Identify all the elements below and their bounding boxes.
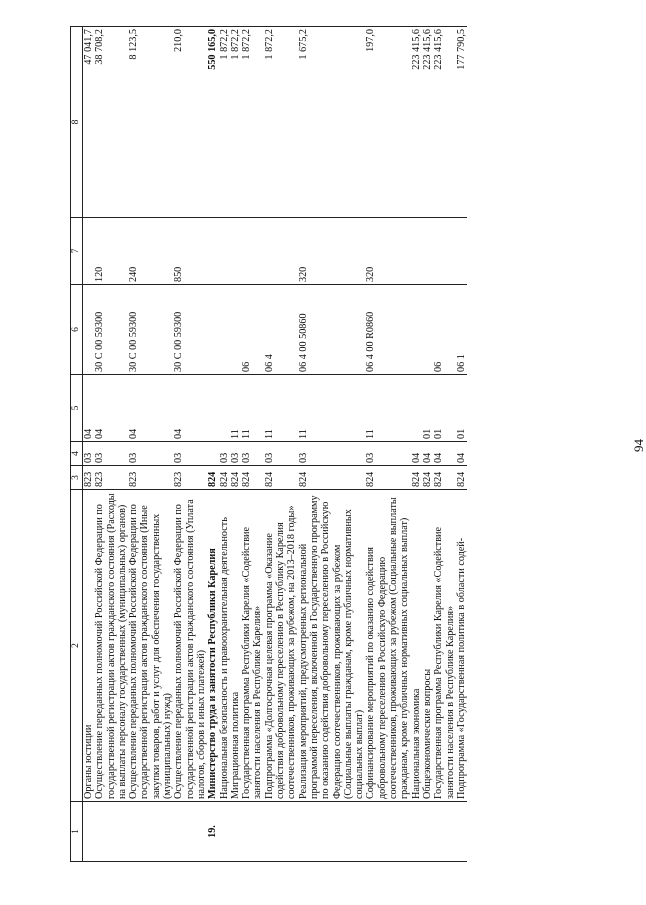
subsection-code-cell: 01 xyxy=(422,375,433,442)
row-number-cell xyxy=(264,802,298,862)
item-name-cell: Осуществление переданных полномочий Российской Федерации по государственной регистрации актов гражданского состояния (Расходы на выплаты персоналу государственных (муниципальных) органов) xyxy=(94,490,128,802)
target-article-cell xyxy=(219,285,230,375)
expense-type-cell xyxy=(422,218,433,285)
header-cell-1: 1 xyxy=(71,802,83,862)
table-row xyxy=(365,27,410,862)
row-number-cell xyxy=(422,802,433,862)
header-cell-5: 5 xyxy=(71,375,83,442)
amount-cell: 8 123,5 xyxy=(128,27,173,218)
expense-type-cell xyxy=(411,218,422,285)
table-row xyxy=(264,27,298,862)
item-name-cell: Подпрограмма «Государственная политика в области содей- xyxy=(456,490,467,802)
department-code-cell: 823 xyxy=(128,466,173,490)
table-row xyxy=(456,27,467,862)
item-name-cell: Миграционная политика xyxy=(230,490,241,802)
section-code-cell: 03 xyxy=(264,442,298,466)
item-name-cell: Национальная экономика xyxy=(411,490,422,802)
target-article-cell xyxy=(411,285,422,375)
department-code-cell: 824 xyxy=(365,466,410,490)
amount-cell: 1 675,2 xyxy=(298,27,366,218)
target-article-cell: 30 С 00 59300 xyxy=(173,285,207,375)
rotated-table-wrapper xyxy=(70,27,570,862)
header-cell-3: 3 xyxy=(71,466,83,490)
subsection-code-cell: 11 xyxy=(264,375,298,442)
item-name-cell: Реализация мероприятий, предусмотренных региональной программой переселения, включенной в Государственную программу по оказанию содействия добровольному переселению в Российскую Федерацию соотечественников, проживающих за рубежом (Социальные выплаты гражданам, кроме публичных нормативных социальных выплат) xyxy=(298,490,366,802)
department-code-cell: 824 xyxy=(411,466,422,490)
row-number-cell xyxy=(365,802,410,862)
target-article-cell: 06 xyxy=(241,285,264,375)
table-row xyxy=(207,27,218,862)
header-cell-6: 6 xyxy=(71,285,83,375)
subsection-code-cell: 04 xyxy=(94,375,128,442)
section-code-cell: 04 xyxy=(433,442,456,466)
table-header-row xyxy=(71,27,83,862)
row-number-cell xyxy=(456,802,467,862)
row-number-cell xyxy=(219,802,230,862)
header-cell-2: 2 xyxy=(71,490,83,802)
item-name-cell: Национальная безопасность и правоохранительная деятельность xyxy=(219,490,230,802)
table-row xyxy=(230,27,241,862)
row-number-cell xyxy=(433,802,456,862)
department-code-cell: 824 xyxy=(219,466,230,490)
expense-type-cell xyxy=(207,218,218,285)
department-code-cell: 824 xyxy=(241,466,264,490)
table-row xyxy=(173,27,207,862)
table-row xyxy=(433,27,456,862)
expense-type-cell: 320 xyxy=(365,218,410,285)
amount-cell: 1 872,2 xyxy=(230,27,241,218)
section-code-cell: 03 xyxy=(241,442,264,466)
table-row xyxy=(241,27,264,862)
expense-type-cell xyxy=(264,218,298,285)
item-name-cell: Органы юстиции xyxy=(83,490,95,802)
section-code-cell: 03 xyxy=(173,442,207,466)
row-number-cell: 19. xyxy=(207,802,218,862)
department-code-cell: 823 xyxy=(94,466,128,490)
target-article-cell xyxy=(230,285,241,375)
target-article-cell xyxy=(207,285,218,375)
target-article-cell: 06 4 xyxy=(264,285,298,375)
section-code-cell: 04 xyxy=(422,442,433,466)
row-number-cell xyxy=(241,802,264,862)
row-number-cell xyxy=(411,802,422,862)
header-cell-4: 4 xyxy=(71,442,83,466)
expense-type-cell xyxy=(456,218,467,285)
subsection-code-cell: 11 xyxy=(298,375,366,442)
subsection-code-cell: 04 xyxy=(128,375,173,442)
section-code-cell: 03 xyxy=(230,442,241,466)
row-number-cell xyxy=(83,802,95,862)
section-code-cell xyxy=(207,442,218,466)
row-number-cell xyxy=(230,802,241,862)
expense-type-cell xyxy=(241,218,264,285)
item-name-cell: Осуществление переданных полномочий Российской Федерации по государственной регистрации актов гражданского состояния (Уплата налогов, сборов и иных платежей) xyxy=(173,490,207,802)
subsection-code-cell xyxy=(207,375,218,442)
department-code-cell: 823 xyxy=(173,466,207,490)
amount-cell: 1 872,2 xyxy=(241,27,264,218)
department-code-cell: 824 xyxy=(433,466,456,490)
expense-type-cell xyxy=(219,218,230,285)
amount-cell: 1 872,2 xyxy=(219,27,230,218)
amount-cell: 197,0 xyxy=(365,27,410,218)
expense-type-cell: 240 xyxy=(128,218,173,285)
table-row xyxy=(298,27,366,862)
subsection-code-cell: 01 xyxy=(433,375,456,442)
table-row xyxy=(128,27,173,862)
table-row xyxy=(411,27,422,862)
target-article-cell: 06 xyxy=(433,285,456,375)
header-cell-8: 8 xyxy=(71,27,83,218)
department-code-cell: 823 xyxy=(83,466,95,490)
subsection-code-cell: 04 xyxy=(83,375,95,442)
row-number-cell xyxy=(128,802,173,862)
section-code-cell: 03 xyxy=(365,442,410,466)
department-code-cell: 824 xyxy=(264,466,298,490)
item-name-cell: Государственная программа Республики Карелия «Содействие занятости населения в Республике Карелия» xyxy=(433,490,456,802)
expense-type-cell: 120 xyxy=(94,218,128,285)
item-name-cell: Софинансирование мероприятий по оказанию содействия добровольному переселению в Российскую Федерацию соотечественников, проживающих за рубежом (Социальные выплаты гражданам, кроме публичных нормативных социальных выплат) xyxy=(365,490,410,802)
department-code-cell: 824 xyxy=(422,466,433,490)
subsection-code-cell: 01 xyxy=(456,375,467,442)
item-name-cell: Общеэкономические вопросы xyxy=(422,490,433,802)
target-article-cell xyxy=(83,285,95,375)
subsection-code-cell xyxy=(219,375,230,442)
item-name-cell: Осуществление переданных полномочий Российской Федерации по государственной регистрации актов гражданского состояния (Иные закупки товаров, работ и услуг для обеспечения государственных (муниципальных) нужд) xyxy=(128,490,173,802)
department-code-cell: 824 xyxy=(207,466,218,490)
expense-type-cell xyxy=(230,218,241,285)
amount-cell: 47 041,7 xyxy=(83,27,95,218)
subsection-code-cell: 04 xyxy=(173,375,207,442)
amount-cell: 210,0 xyxy=(173,27,207,218)
expense-type-cell xyxy=(83,218,95,285)
target-article-cell: 06 1 xyxy=(456,285,467,375)
department-code-cell: 824 xyxy=(298,466,366,490)
budget-table xyxy=(70,26,467,862)
amount-cell: 1 872,2 xyxy=(264,27,298,218)
section-code-cell: 03 xyxy=(94,442,128,466)
header-cell-7: 7 xyxy=(71,218,83,285)
section-code-cell: 03 xyxy=(219,442,230,466)
table-body xyxy=(71,27,468,862)
table-row xyxy=(94,27,128,862)
subsection-code-cell: 11 xyxy=(230,375,241,442)
section-code-cell: 03 xyxy=(128,442,173,466)
item-name-cell: Министерство труда и занятости Республики Карелия xyxy=(207,490,218,802)
subsection-code-cell: 11 xyxy=(241,375,264,442)
subsection-code-cell xyxy=(411,375,422,442)
department-code-cell: 824 xyxy=(230,466,241,490)
expense-type-cell: 320 xyxy=(298,218,366,285)
section-code-cell: 03 xyxy=(83,442,95,466)
item-name-cell: Подпрограмма «Долгосрочная целевая программа «Оказание содействия добровольному переселению в Республику Карелия соотечественников, проживающих за рубежом, на 2013–2018 годы» xyxy=(264,490,298,802)
row-number-cell xyxy=(94,802,128,862)
section-code-cell: 03 xyxy=(298,442,366,466)
amount-cell: 223 415,6 xyxy=(411,27,422,218)
page-number: 94 xyxy=(631,439,646,452)
target-article-cell: 30 С 00 59300 xyxy=(128,285,173,375)
row-number-cell xyxy=(298,802,366,862)
item-name-cell: Государственная программа Республики Карелия «Содействие занятости населения в Республике Карелия» xyxy=(241,490,264,802)
expense-type-cell: 850 xyxy=(173,218,207,285)
table-row xyxy=(422,27,433,862)
amount-cell: 223 415,6 xyxy=(433,27,456,218)
table-row xyxy=(83,27,95,862)
target-article-cell: 06 4 00 R0860 xyxy=(365,285,410,375)
subsection-code-cell: 11 xyxy=(365,375,410,442)
target-article-cell: 30 С 00 59300 xyxy=(94,285,128,375)
department-code-cell: 824 xyxy=(456,466,467,490)
section-code-cell: 04 xyxy=(411,442,422,466)
expense-type-cell xyxy=(433,218,456,285)
row-number-cell xyxy=(173,802,207,862)
target-article-cell: 06 4 00 50860 xyxy=(298,285,366,375)
amount-cell: 177 790,5 xyxy=(456,27,467,218)
section-code-cell: 04 xyxy=(456,442,467,466)
amount-cell: 38 708,2 xyxy=(94,27,128,218)
table-row xyxy=(219,27,230,862)
target-article-cell xyxy=(422,285,433,375)
amount-cell: 223 415,6 xyxy=(422,27,433,218)
amount-cell: 550 165,0 xyxy=(207,27,218,218)
